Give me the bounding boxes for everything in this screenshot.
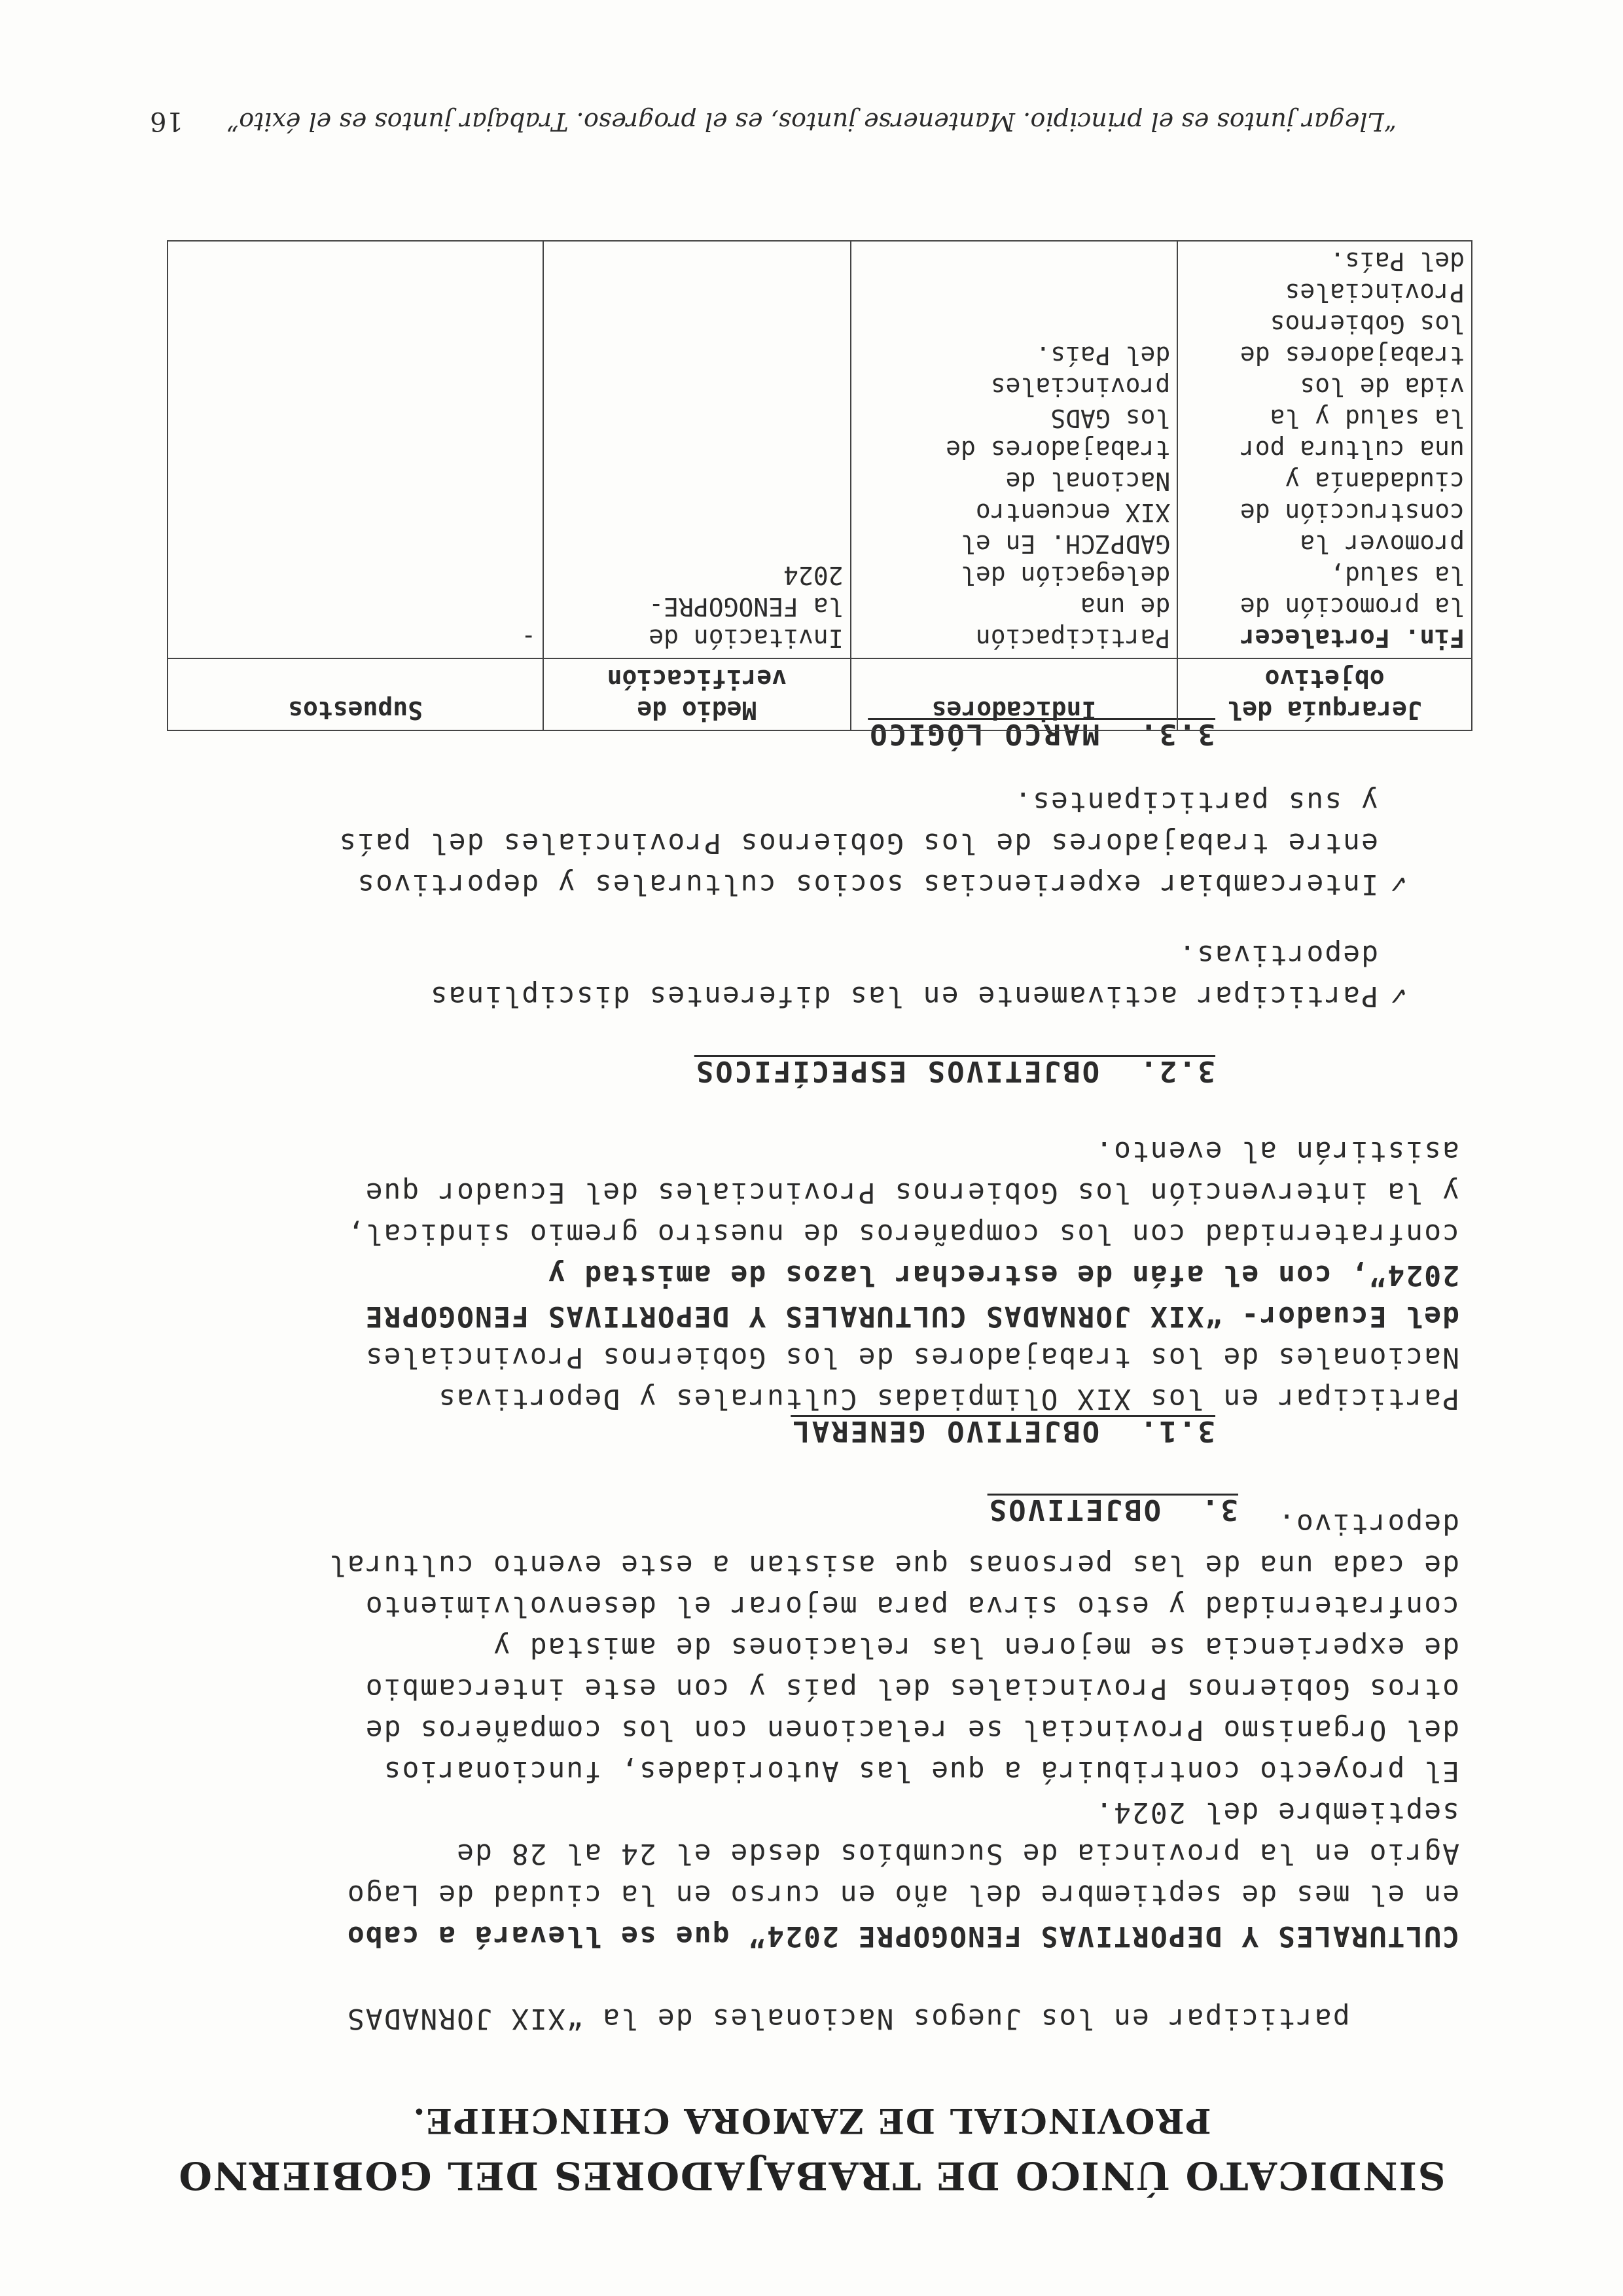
list-item-continuation: deportivas. [1177, 939, 1378, 971]
objective-line: del Ecuador- “XIX JORNADAS CULTURALES Y DEPORTIVAS FENOGOPRE [364, 1300, 1459, 1333]
intro-line: deportivo. [1277, 1507, 1459, 1540]
table-header-row [168, 658, 1472, 730]
section-3-1-heading: 3.1. OBJETIVO GENERAL [791, 1414, 1216, 1448]
objective-line: asistirán al evento. [1094, 1135, 1459, 1168]
general-objective-paragraph [346, 1130, 1459, 1419]
specific-objectives-list [338, 781, 1407, 1016]
intro-line: confraternidad y esto sirva para mejorar el desenvolvimiento [364, 1590, 1459, 1623]
intro-line: El proyecto contribuirá a que las Autoridades, funcionarios [382, 1755, 1459, 1787]
cell-jerarquia: Fin. Fortalecer la promoción de la salud, promover la construcción de ciudadanía y una cultura por la salud y la vida de los trabajadores de los Gobiernos Provinciales del País. [1177, 241, 1472, 658]
objective-line: 2024”, con el afán de estrechar lazos de amistad y [546, 1259, 1459, 1291]
intro-line: Agrio en la provincia de Sucumbíos desde el 24 al 28 de [455, 1837, 1459, 1870]
cell-medio: Invitación de la FENOGOPRE- 2024 [543, 241, 851, 658]
cell-indicadores: Participación de una delegación del GADPZCH. En el XIX encuentro Nacional de trabajadores de los GADS provinciales del País. [851, 241, 1178, 658]
footer-slogan: “Llegar juntos es el principio. Mantenerse juntos, es el progreso. Trabajar juntos es el éxito” [226, 107, 1397, 136]
table-row [168, 241, 1472, 658]
intro-line: septiembre del 2024. [1094, 1796, 1459, 1829]
column-header-indicadores: Indicadores [851, 658, 1178, 730]
checkmark-icon: ✓ [1389, 980, 1407, 1013]
checkmark-icon: ✓ [1389, 868, 1407, 901]
section-3-3-heading: 3.3. MARCO LÓGICO [868, 717, 1216, 751]
intro-line: participar en los Juegos Nacionales de la “XIX JORNADAS [346, 2002, 1350, 2035]
intro-line: de experiencia se mejoren las relaciones de amistad y [491, 1631, 1459, 1664]
cell-supuestos: - [168, 241, 543, 658]
intro-line: del Organismo Provincial se relacionen con los compañeros de [364, 1713, 1459, 1746]
logical-framework-table [167, 240, 1472, 731]
list-item: ✓Intercambiar experiencias socios culturales y deportivos [338, 863, 1407, 905]
intro-line: CULTURALES Y DEPORTIVAS FENOGOPRE 2024” que se llevará a cabo [346, 1920, 1459, 1952]
org-name-line-2: PROVINCIAL DE ZAMORA CHINCHIPE. [412, 2100, 1211, 2140]
section-3-heading: 3. OBJETIVOS [987, 1493, 1239, 1526]
list-item-continuation: entre trabajadores de los Gobiernos Provinciales del país [338, 827, 1378, 859]
objective-line: Participar en los XIX Olimpiadas Culturales y Deportivas [437, 1382, 1459, 1415]
objective-line: confraternidad con los compañeros de nuestro gremio sindical, [346, 1217, 1459, 1250]
intro-paragraph [328, 1503, 1459, 2080]
column-header-jerarquia: Jerarquía del objetivo [1177, 658, 1472, 730]
objective-line: Nacionales de los trabajadores de los Gobiernos Provinciales [364, 1341, 1459, 1374]
intro-line: de cada una de las personas que asistan a este evento cultural [327, 1549, 1459, 1581]
column-header-medio: Medio de verificación [543, 658, 851, 730]
list-item-continuation: y sus participantes. [1013, 785, 1378, 818]
column-header-supuestos: Supuestos [168, 658, 543, 730]
objective-line: y la intervención los Gobiernos Provinciales del Ecuador que [364, 1176, 1459, 1209]
list-item: ✓Participar activamente en las diferentes disciplinas [338, 975, 1407, 1016]
page-number: 16 [150, 106, 183, 136]
intro-line: en el mes de septiembre del año en curso en la ciudad de Lago [346, 1878, 1459, 1911]
section-3-2-heading: 3.2. OBJETIVOS ESPECÍFICOS [694, 1054, 1216, 1088]
org-name-line-1: SINDICATO ÚNICO DE TRABAJADORES DEL GOBIERNO [177, 2153, 1446, 2198]
intro-line: otros Gobiernos Provinciales del país y con este intercambio [364, 1672, 1459, 1705]
